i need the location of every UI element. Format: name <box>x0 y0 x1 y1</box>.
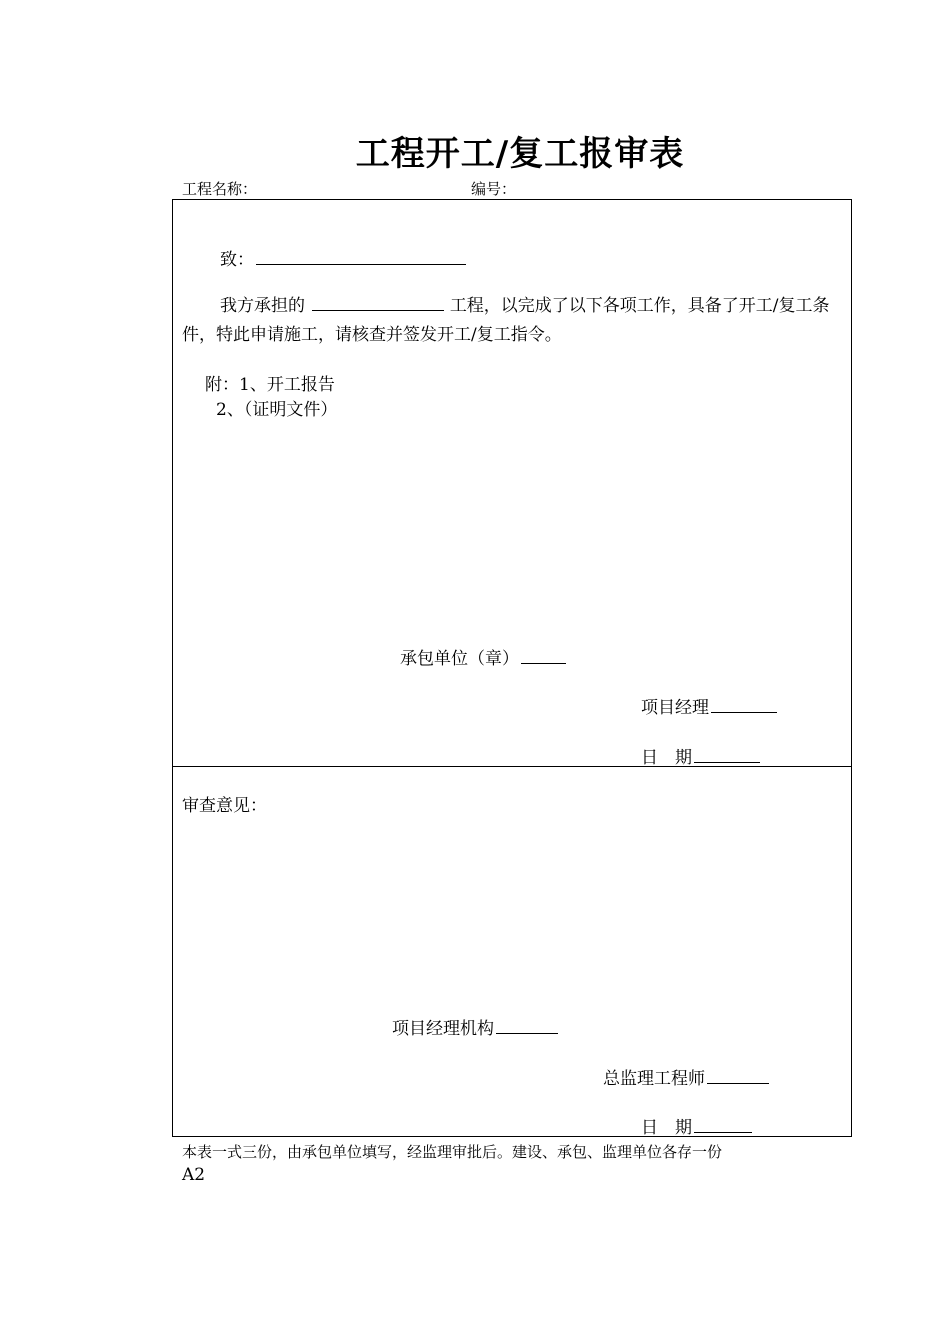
manager-blank[interactable] <box>711 711 777 713</box>
review-date-label: 日 期 <box>641 1118 692 1138</box>
contractor-line <box>400 644 566 669</box>
chief-label: 总监理工程师 <box>603 1069 705 1089</box>
application-date-line <box>641 743 760 768</box>
body-prefix: 我方承担的 <box>220 296 305 316</box>
number-label: 编号： <box>471 180 517 198</box>
chief-line <box>603 1064 769 1089</box>
project-name-label: 工程名称： <box>182 180 258 198</box>
application-section <box>172 199 852 767</box>
application-date-blank[interactable] <box>694 761 760 763</box>
form-code: A2 <box>182 1165 206 1185</box>
chief-blank[interactable] <box>707 1082 769 1084</box>
org-label: 项目经理机构 <box>392 1019 494 1039</box>
org-line <box>392 1014 558 1039</box>
review-date-blank[interactable] <box>694 1131 752 1133</box>
footer-note: 本表一式三份，由承包单位填写，经监理审批后。建设、承包、监理单位各存一份 <box>182 1143 723 1161</box>
review-date-line <box>641 1113 752 1138</box>
manager-line <box>641 693 777 718</box>
project-blank[interactable] <box>312 309 444 311</box>
to-label: 致： <box>220 250 254 270</box>
org-blank[interactable] <box>496 1032 558 1034</box>
application-date-label: 日 期 <box>641 748 692 768</box>
body-suffix: 工程，以完成了以下各项工作，具备了开工/复工条件，特此申请施工，请核查并签发开工/复工指令。 <box>182 296 830 345</box>
contractor-blank[interactable] <box>521 662 566 664</box>
page-title: 工程开工/复工报审表 <box>355 134 685 174</box>
contractor-label: 承包单位（章） <box>400 649 519 669</box>
to-blank[interactable] <box>256 263 466 265</box>
attachment-1: 附：1、开工报告 <box>205 375 335 395</box>
manager-label: 项目经理 <box>641 698 709 718</box>
attachment-2: 2、（证明文件） <box>216 400 338 420</box>
application-body <box>182 292 847 350</box>
to-line <box>220 245 466 270</box>
review-opinion-label: 审查意见： <box>182 796 267 816</box>
